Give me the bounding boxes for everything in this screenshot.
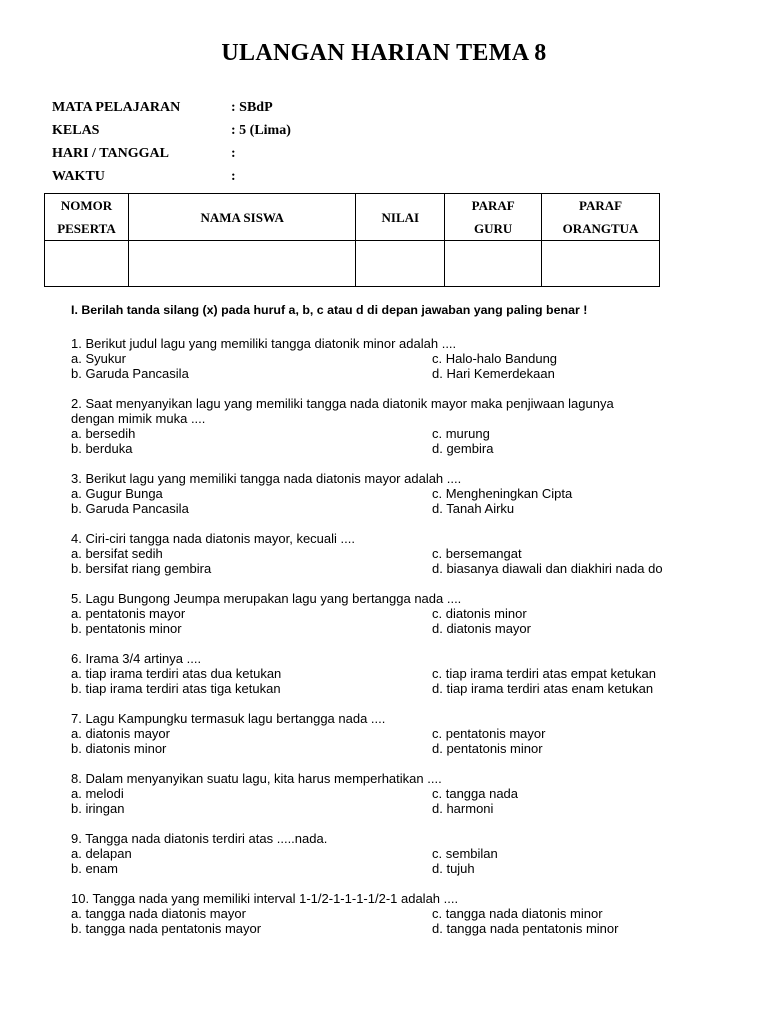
header-line: PARAF <box>578 198 623 213</box>
option-row <box>71 366 711 381</box>
answer-option[interactable]: a. bersifat sedih <box>71 546 163 561</box>
table-header-row <box>45 194 660 241</box>
answer-option[interactable]: b. Garuda Pancasila <box>71 501 189 516</box>
answer-option[interactable]: b. enam <box>71 861 118 876</box>
question-item <box>71 591 711 636</box>
answer-option[interactable]: c. Halo-halo Bandung <box>432 351 558 366</box>
header-nama-siswa <box>128 194 355 241</box>
answer-option[interactable]: d. harmoni <box>432 801 494 816</box>
info-label: HARI / TANGGAL <box>52 146 169 161</box>
answer-option[interactable]: a. tiap irama terdiri atas dua ketukan <box>71 666 282 681</box>
question-text: 9. Tangga nada diatonis terdiri atas .....nada. <box>71 831 328 846</box>
answer-option[interactable]: b. bersifat riang gembira <box>71 561 212 576</box>
option-row <box>71 666 711 681</box>
info-value: : SBdP <box>231 100 273 115</box>
question-text: 7. Lagu Kampungku termasuk lagu bertangga nada .... <box>71 711 386 726</box>
header-paraf-orangtua <box>542 194 660 241</box>
option-row <box>71 546 711 561</box>
answer-option[interactable]: b. Garuda Pancasila <box>71 366 189 381</box>
option-row <box>71 846 711 861</box>
page-title: ULANGAN HARIAN TEMA 8 <box>221 40 547 66</box>
question-text: 8. Dalam menyanyikan suatu lagu, kita harus memperhatikan .... <box>71 771 442 786</box>
option-row <box>71 486 711 501</box>
header-line: ORANGTUA <box>562 221 639 236</box>
cell-nilai[interactable] <box>356 241 445 287</box>
answer-option[interactable]: b. pentatonis minor <box>71 621 182 636</box>
info-row-date <box>52 146 291 169</box>
question-text: 2. Saat menyanyikan lagu yang memiliki tangga nada diatonik mayor maka penjiwaan lagunya <box>71 396 614 411</box>
info-value: : 5 (Lima) <box>231 123 291 138</box>
option-row <box>71 741 711 756</box>
info-label: WAKTU <box>52 169 105 184</box>
answer-option[interactable]: a. diatonis mayor <box>71 726 170 741</box>
header-nilai <box>356 194 445 241</box>
answer-option[interactable]: d. Tanah Airku <box>432 501 515 516</box>
question-text: 6. Irama 3/4 artinya .... <box>71 651 202 666</box>
answer-option[interactable]: c. murung <box>432 426 490 441</box>
answer-option[interactable]: a. pentatonis mayor <box>71 606 186 621</box>
cell-nama-siswa[interactable] <box>128 241 355 287</box>
cell-paraf-orangtua[interactable] <box>542 241 660 287</box>
option-row <box>71 726 711 741</box>
option-row <box>71 501 711 516</box>
question-text: dengan mimik muka .... <box>71 411 206 426</box>
question-item <box>71 891 711 936</box>
question-item <box>71 471 711 516</box>
answer-option[interactable]: d. gembira <box>432 441 494 456</box>
option-row <box>71 426 711 441</box>
answer-option[interactable]: d. Hari Kemerdekaan <box>432 366 555 381</box>
header-line: PARAF <box>471 198 515 213</box>
option-row <box>71 606 711 621</box>
answer-option[interactable]: b. berduka <box>71 441 133 456</box>
question-item <box>71 831 711 876</box>
question-text: 10. Tangga nada yang memiliki interval 1-1/2-1-1-1-1/2-1 adalah .... <box>71 891 459 906</box>
answer-option[interactable]: b. tangga nada pentatonis mayor <box>71 921 262 936</box>
answer-option[interactable]: c. pentatonis mayor <box>432 726 546 741</box>
info-label: KELAS <box>52 123 100 138</box>
answer-option[interactable]: d. diatonis mayor <box>432 621 531 636</box>
option-row <box>71 681 711 696</box>
info-label: MATA PELAJARAN <box>52 100 181 115</box>
answer-option[interactable]: c. tangga nada diatonis minor <box>432 906 603 921</box>
table-entry-row <box>45 241 660 287</box>
cell-paraf-guru[interactable] <box>445 241 542 287</box>
answer-option[interactable]: c. Mengheningkan Cipta <box>432 486 573 501</box>
question-item <box>71 771 711 816</box>
answer-option[interactable]: a. melodi <box>71 786 124 801</box>
question-list <box>71 336 711 951</box>
info-row-subject <box>52 100 291 123</box>
instruction-text: I. Berilah tanda silang (x) pada huruf a, b, c atau d di depan jawaban yang paling benar ! <box>71 303 588 317</box>
option-row <box>71 921 711 936</box>
info-row-class <box>52 123 291 146</box>
exam-info <box>52 100 291 192</box>
header-line: NILAI <box>381 209 420 225</box>
student-info-table <box>44 193 660 287</box>
cell-nomor-peserta[interactable] <box>45 241 129 287</box>
option-row <box>71 801 711 816</box>
header-line: NOMOR <box>60 198 113 213</box>
answer-option[interactable]: b. diatonis minor <box>71 741 167 756</box>
answer-option[interactable]: a. Gugur Bunga <box>71 486 163 501</box>
option-row <box>71 861 711 876</box>
answer-option[interactable]: d. biasanya diawali dan diakhiri nada do <box>432 561 663 576</box>
answer-option[interactable]: c. sembilan <box>432 846 498 861</box>
answer-option[interactable]: c. diatonis minor <box>432 606 527 621</box>
header-line: PESERTA <box>57 221 116 236</box>
answer-option[interactable]: c. bersemangat <box>432 546 522 561</box>
answer-option[interactable]: a. Syukur <box>71 351 126 366</box>
option-row <box>71 621 711 636</box>
question-item <box>71 531 711 576</box>
question-item <box>71 711 711 756</box>
header-nomor-peserta <box>45 194 129 241</box>
question-item <box>71 651 711 696</box>
question-text: 1. Berikut judul lagu yang memiliki tangga diatonik minor adalah .... <box>71 336 457 351</box>
question-text: 5. Lagu Bungong Jeumpa merupakan lagu yang bertangga nada .... <box>71 591 462 606</box>
option-row <box>71 351 711 366</box>
answer-option[interactable]: b. tiap irama terdiri atas tiga ketukan <box>71 681 281 696</box>
answer-option[interactable]: d. tiap irama terdiri atas enam ketukan <box>432 681 654 696</box>
question-item <box>71 396 711 456</box>
header-paraf-guru <box>445 194 542 241</box>
question-text: 4. Ciri-ciri tangga nada diatonis mayor, kecuali .... <box>71 531 355 546</box>
option-row <box>71 906 711 921</box>
option-row <box>71 786 711 801</box>
answer-option[interactable]: d. pentatonis minor <box>432 741 543 756</box>
answer-option[interactable]: c. tangga nada <box>432 786 519 801</box>
header-line: NAMA SISWA <box>200 209 284 225</box>
answer-option[interactable]: d. tujuh <box>432 861 475 876</box>
question-item <box>71 336 711 381</box>
option-row <box>71 561 711 576</box>
info-value: : <box>231 169 236 184</box>
answer-option[interactable]: d. tangga nada pentatonis minor <box>432 921 619 936</box>
header-line: GURU <box>474 221 513 236</box>
question-text: 3. Berikut lagu yang memiliki tangga nada diatonis mayor adalah .... <box>71 471 462 486</box>
info-value: : <box>231 146 236 161</box>
answer-option[interactable]: c. tiap irama terdiri atas empat ketukan <box>432 666 656 681</box>
answer-option[interactable]: a. delapan <box>71 846 132 861</box>
option-row <box>71 441 711 456</box>
answer-option[interactable]: a. bersedih <box>71 426 136 441</box>
answer-option[interactable]: a. tangga nada diatonis mayor <box>71 906 246 921</box>
answer-option[interactable]: b. iringan <box>71 801 125 816</box>
info-row-time <box>52 169 291 192</box>
